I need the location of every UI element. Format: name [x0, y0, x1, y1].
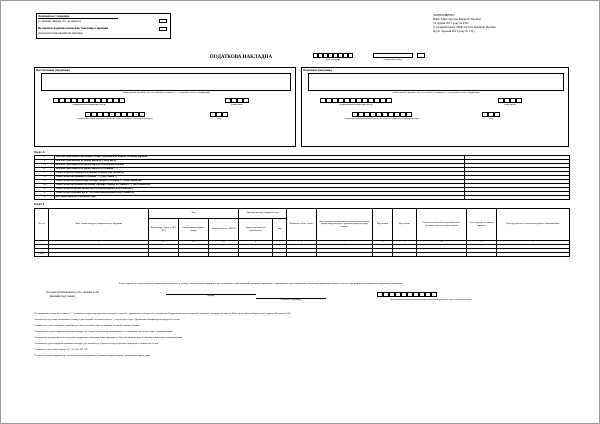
approval-block — [433, 13, 563, 33]
row-number: VIII — [35, 184, 55, 188]
col-number: 1 — [35, 241, 49, 245]
signer-tax-field[interactable] — [377, 292, 437, 297]
document-title: ПОДАТКОВА НАКЛАДНА — [209, 55, 273, 60]
status-line-1: Залишається у продавця — [38, 15, 118, 19]
col-number: 7 — [317, 241, 373, 245]
row-number: IV — [35, 168, 55, 172]
footnotes — [34, 311, 569, 359]
row-value[interactable] — [465, 196, 570, 200]
seller-ipn-caption: (індивідуальний податковий номер) — [72, 104, 106, 106]
signature-caption: (підпис) — [207, 295, 215, 297]
signer-tax-caption: (реєстраційний номер облікової картки платника податків або серія та номер паспорта) — [390, 299, 472, 301]
buyer-ipn-caption: (індивідуальний податковий номер) — [339, 104, 373, 106]
footnote: ⁸ У разі постачання товарів/послуг, що підлягають оподаткуванню за різними ставками податку, заповнюються окремі рядки. — [34, 355, 151, 357]
status-line-3: Не підлягає наданню отримувачу (покупцю) з причини — [38, 27, 109, 30]
buyer-branch-field[interactable] — [498, 98, 522, 103]
row-text: Усього обсяги постачання при експорті товарів за ставкою 0 % (код ставки 901) — [55, 180, 465, 184]
date-caption: (дата складання) — [325, 59, 341, 61]
seller-label: Постачальник (продавець) — [36, 69, 71, 72]
section-a-table — [34, 155, 570, 200]
row-text: Загальна сума податку на додану вартість, у тому числі: — [55, 160, 465, 164]
signer-caption-2: (законний представник) — [49, 295, 76, 298]
seller-name-caption: (найменування; прізвище, ім'я, по батькові (за наявності) — для фізичної особи - підприємця) — [122, 92, 210, 94]
col-number: 8 — [373, 241, 393, 245]
status-checkbox-1[interactable] — [159, 19, 167, 23]
initials-caption: (ініціали та прізвище) — [280, 299, 302, 301]
approval-line-2: Наказ Міністерства фінансів України — [433, 17, 481, 21]
header-import-sign: ознака імпортованого товару — [179, 219, 209, 241]
header-volume: Обсяги постачання (база оподаткування) без урахування податку на додану вартість — [417, 209, 467, 241]
seller-code-field[interactable] — [210, 112, 228, 117]
seller-ipn-field[interactable] — [53, 98, 125, 103]
header-rate-code: Код ставки — [373, 209, 393, 241]
header-group-kod: Код — [149, 209, 239, 219]
footnote: ⁷ Зазначається код ставки податку: 20, 7, 14, 901, 902, 903. — [34, 349, 88, 351]
signer-caption-1: Посадова (уповноважена) особа / фізична особа — [46, 291, 100, 294]
row-number: XI — [35, 196, 55, 200]
top-status-box — [36, 13, 171, 39]
row-number: V — [35, 172, 55, 176]
row-text: Усього обсяги постачання за ставкою 7 % (код ставки 7) — [55, 176, 465, 180]
row-number: VII — [35, 180, 55, 184]
seller-tax-caption: (податковий номер платника податку або серія (за наявності) та номер паспорта) — [77, 118, 153, 120]
header-activity-code: Код виду діяльності сільськогосподарського товаровиробника — [497, 209, 570, 241]
section-a-row — [35, 196, 570, 200]
approval-line-1: ЗАТВЕРДЖЕНО — [433, 13, 455, 17]
col-number: 3.3 — [209, 241, 239, 245]
row-text: Усього обсяги операцій, звільнених від оподаткування (код ставки 903) — [55, 188, 465, 192]
row-text: Усього обсяги постачання за основною ставкою (код ставки 20) — [55, 172, 465, 176]
col-number: 3.2 — [179, 241, 209, 245]
header-quantity: Кількість (об'єм, обсяг) — [287, 209, 317, 241]
total-label: Всього — [35, 253, 49, 257]
col-number: 2 — [49, 241, 149, 245]
status-checkbox-2[interactable] — [159, 27, 167, 31]
col-number: 6 — [287, 241, 317, 245]
footnote: ⁶ Зазначається у разі складання податкової накладної, що включена до Єдиного реєстру податкових накладних із зазначенням ознаки " — [34, 343, 160, 345]
approval-line-4: (у редакції наказу Міністерства фінансів України — [433, 25, 496, 29]
status-line-2: (з ознаками «видана» або «не видана») — [38, 20, 81, 23]
header-unit-code: код — [273, 219, 287, 241]
footnote: ⁴ Заповнюється у разі складання податкової накладної на операції, звільнені від оподаткування, із зазначенням коду пільги згідно з Довідником пільг. — [34, 331, 174, 333]
seller-name-input[interactable] — [41, 73, 291, 91]
buyer-code-field[interactable] — [482, 112, 500, 117]
buyer-name-input[interactable] — [308, 73, 564, 91]
header-uktzed: Код товару згідно з УКТ ЗЕД — [149, 219, 179, 241]
row-text: загальна сума податку на додану вартість за ставкою 7 % — [55, 168, 465, 172]
seller-block — [34, 67, 296, 147]
buyer-label: Отримувач (покупець) — [303, 69, 332, 72]
header-description: Опис (номенклатура) товарів/послуг продавця — [49, 209, 149, 241]
footer-statement: Суми податку на додану вартість, нараховані (сплачені) у зв'язку з постачанням товарів/послуг, зазначених у цій накладній, визначені правильно, відповідають сумі податкових зобов'язань продавця і включені до реєстру виданих та отриманих податкових накладних. — [119, 282, 403, 285]
header-vat-sum: Сума податку на додану вартість — [467, 209, 497, 241]
row-text: Дані щодо зворотної (заставної) тари — [55, 196, 465, 200]
row-number: I — [35, 156, 55, 160]
row-number: VI — [35, 176, 55, 180]
invoice-number-field[interactable] — [373, 53, 425, 58]
footnote: ¹ У порядковому номері після символу "/" зазначаються коди ознак податкової накладної, складеної з урахуванням особливостей, передбачених Порядком заповнення податкової накладної, затвердженим наказом Міністерства фінансів України від 31 грудня 2015 року № 1307. — [34, 313, 292, 315]
col-number: 3.1 — [149, 241, 179, 245]
col-number: 4 — [239, 241, 273, 245]
footnote: ⁵ Зазначається код виду діяльності сільськогосподарського товаровиробника відповідно до Переліку видів діяльності сільськогосподарського товаровиробника. — [34, 337, 183, 339]
seller-branch-caption: (номер філії) — [230, 104, 243, 106]
buyer-name-caption: (найменування; прізвище, ім'я, по батькові (за наявності) — для фізичної особи - підприємця) — [392, 92, 480, 94]
row-number: III — [35, 164, 55, 168]
seller-tax-field[interactable] — [85, 112, 145, 117]
header-group-unit: Одиниця виміру товару/послуги — [239, 209, 287, 219]
header-benefit-code: Код пільги — [393, 209, 417, 241]
buyer-block — [301, 67, 569, 147]
header-price: Ціна постачання одиниці товару/послуги або ціна постачання одиниці товару/послуги без урахування податку на додану вартість — [317, 209, 373, 241]
col-number: 12 — [497, 241, 570, 245]
status-line-4: (зазначається відповідний тип причини) — [38, 32, 83, 35]
header-unit-name: умовне позначення (українське) — [239, 219, 273, 241]
row-text: Усього обсяги постачання на митній території України за ставкою 0 % (код ставки 902) — [55, 184, 465, 188]
header-dkpp: послуги згідно з ДКПП — [209, 219, 239, 241]
section-b-table — [34, 208, 570, 257]
row-text: Загальна сума коштів, що підлягає сплаті з урахуванням податку на додану вартість — [55, 156, 465, 160]
buyer-tax-caption: (податковий номер платника податку або серія (за наявності) та номер паспорта) — [344, 118, 420, 120]
approval-line-5: від 01 березня 2021 року № 131) — [433, 29, 475, 33]
buyer-code-caption: (код) — [488, 118, 494, 120]
col-number: 11 — [467, 241, 497, 245]
section-b-title: Розділ Б — [34, 203, 45, 206]
approval-line-3: 31 грудня 2015 року № 1307 — [433, 21, 470, 25]
buyer-branch-caption: (номер філії) — [503, 104, 516, 106]
number-separator: / — [413, 53, 414, 57]
header-num: № з/п — [35, 209, 49, 241]
number-caption: (порядковий номер) — [383, 59, 403, 61]
row-text: загальна сума податку на додану вартість за основною ставкою — [55, 164, 465, 168]
seller-branch-field[interactable] — [225, 98, 249, 103]
footnote: ² Зазначається код ознаки імпортованого товару, а для операцій з постачання послуг — код послуги згідно з Державним класифікатором продукції та послуг. — [34, 319, 181, 321]
section-a-title: Розділ А — [34, 151, 45, 154]
row-number: IX — [35, 188, 55, 192]
col-number: 9 — [393, 241, 417, 245]
seller-code-caption: (код) — [216, 118, 222, 120]
footnote: ³ Зазначається у разі постачання товарів/послуг, місце постачання яких розташоване на митній території України. — [34, 325, 140, 327]
buyer-tax-field[interactable] — [352, 112, 412, 117]
row-number: II — [35, 160, 55, 164]
row-text: Усього обсяги операцій, що не є об'єктом оподаткування (код ставки 902) — [55, 192, 465, 196]
date-field[interactable] — [313, 53, 353, 58]
buyer-ipn-field[interactable] — [320, 98, 392, 103]
row-number: X — [35, 192, 55, 196]
col-number: 10 — [417, 241, 467, 245]
col-number: 5 — [273, 241, 287, 245]
total-row — [35, 253, 570, 257]
